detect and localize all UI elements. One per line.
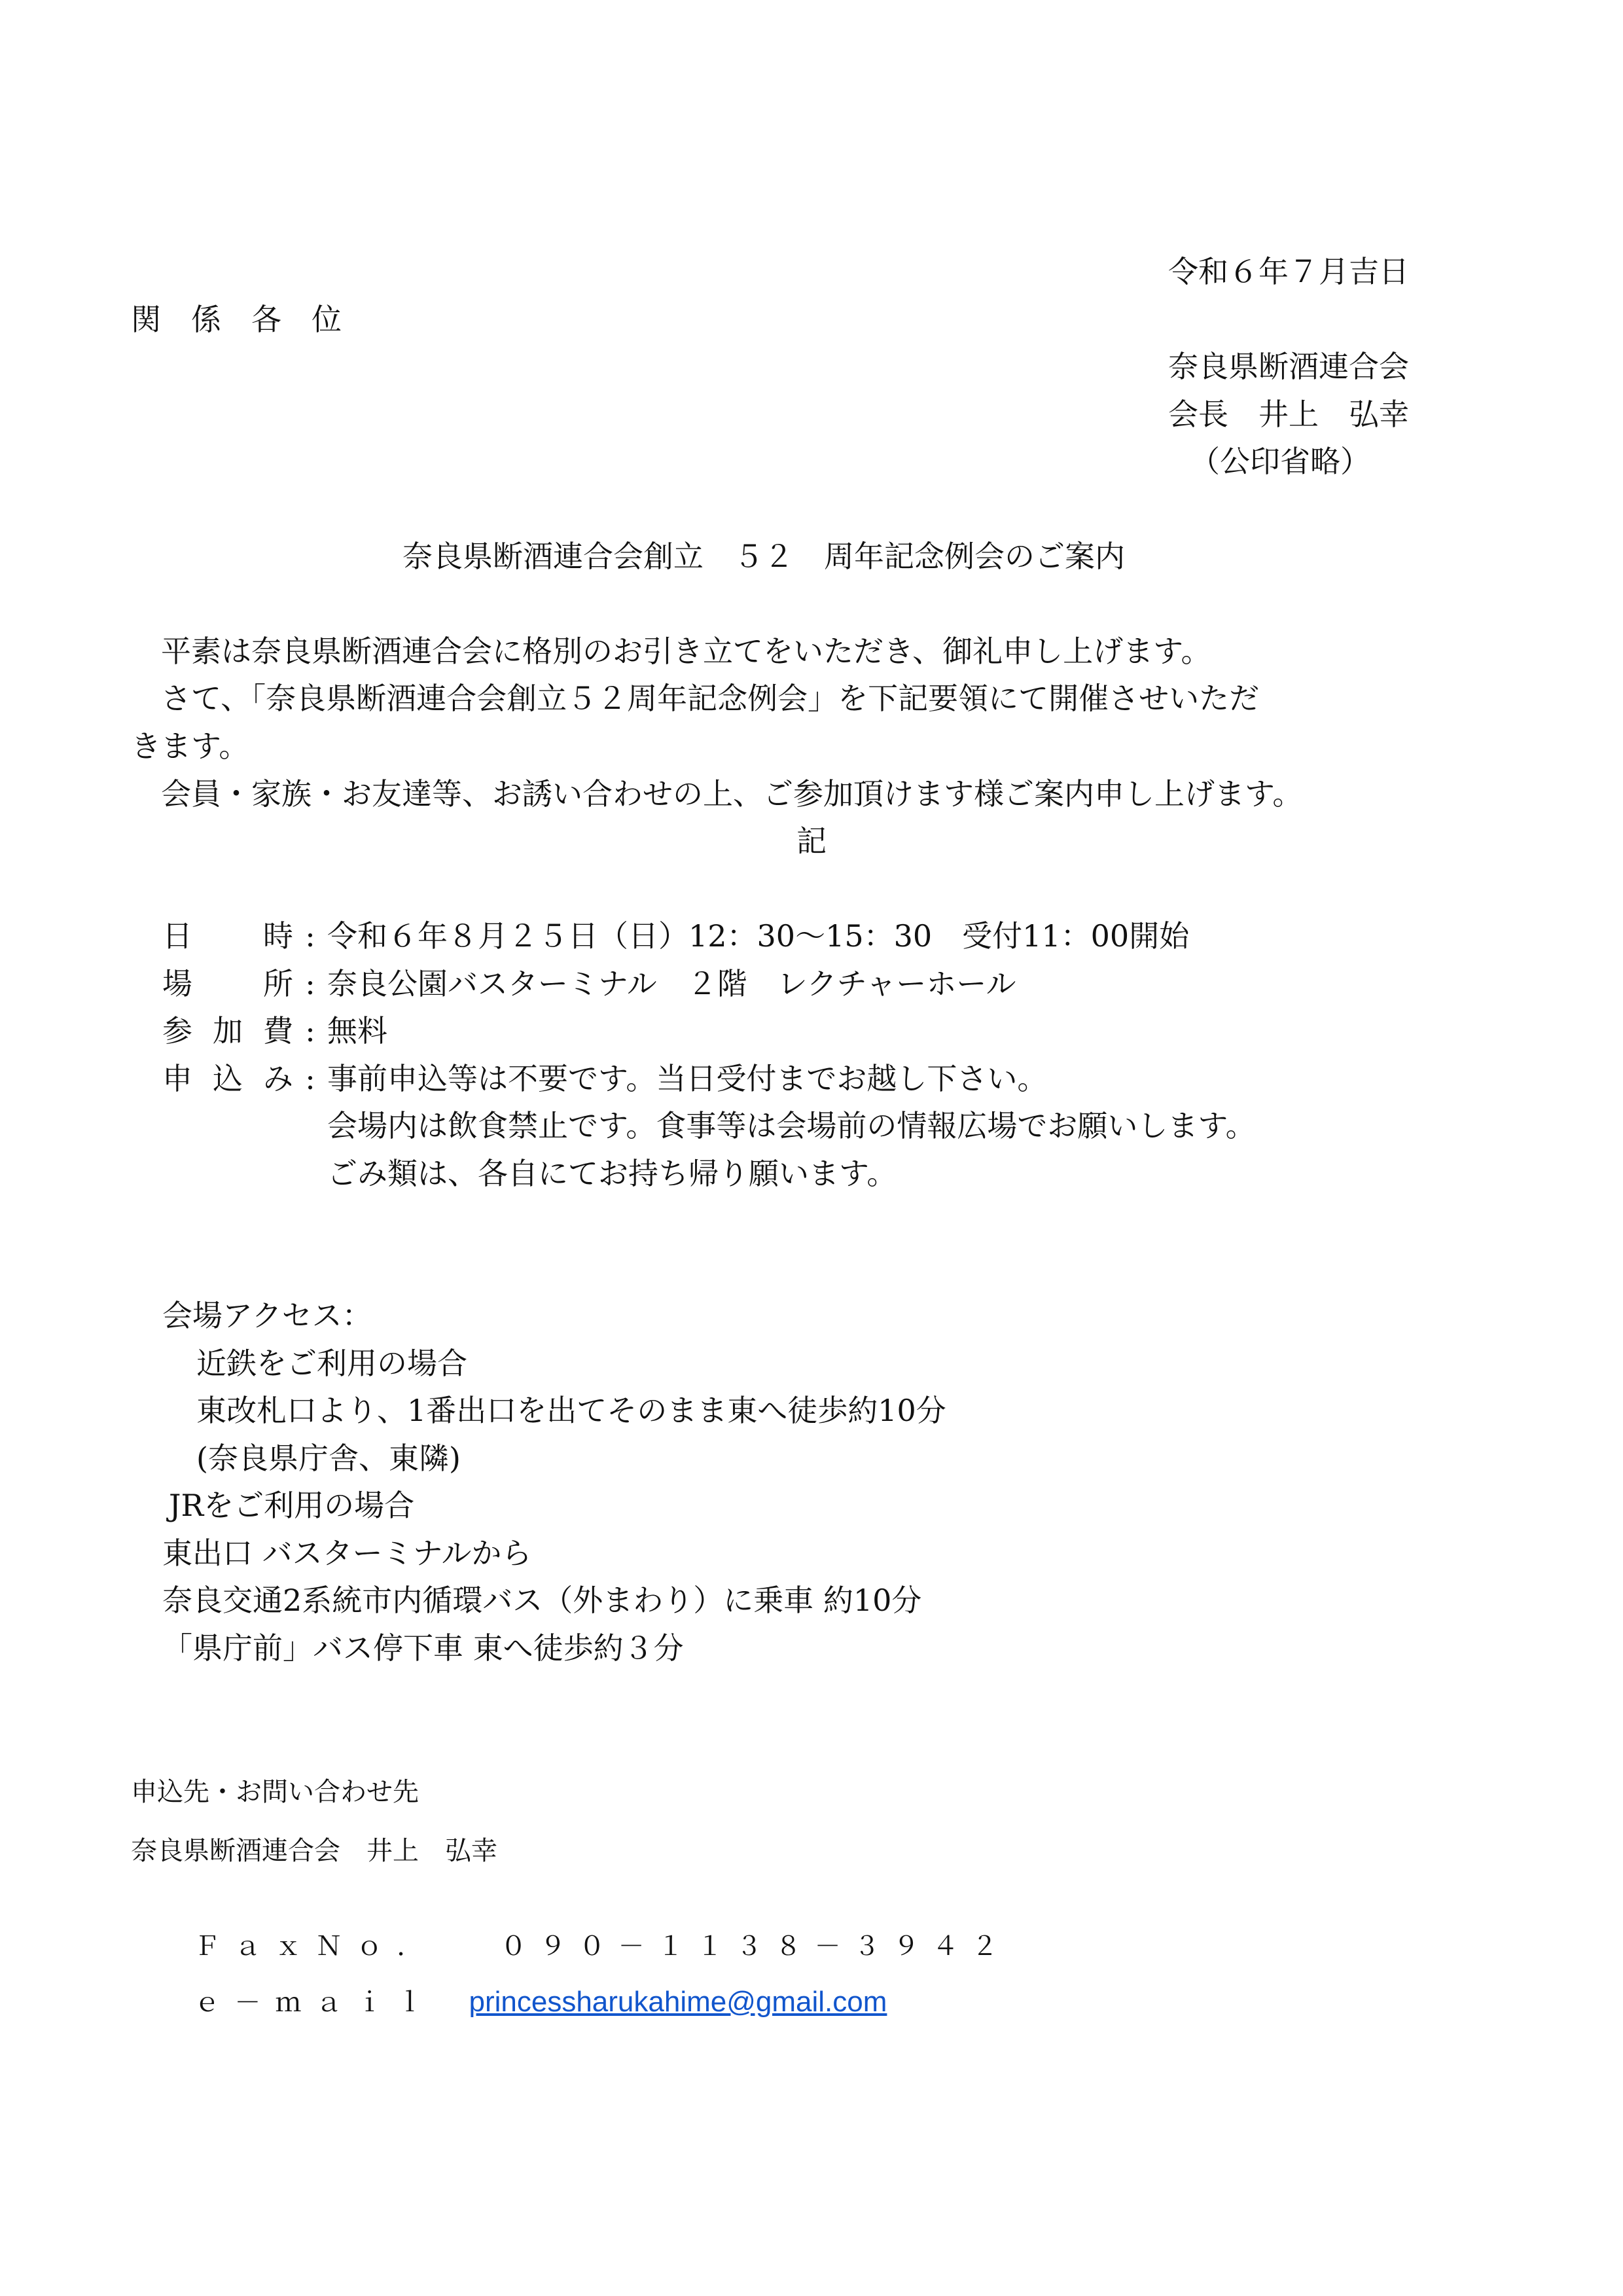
access-heading: 会場アクセス：: [162, 1298, 372, 1333]
detail-datetime-value: 令和６年８月２５日（日）12：30～15：30 受付11：00開始: [327, 918, 1190, 954]
fax-number: ０９０－１１３８－３９４２: [500, 1931, 1011, 1962]
body-paragraph-1: 平素は奈良県断酒連合会に格別のお引き立てをいただき、御礼申し上げます。: [131, 634, 1211, 669]
fax-label: ＦａｘＮｏ．: [194, 1931, 438, 1962]
contact-email: [131, 1947, 887, 2058]
detail-colon: :: [305, 918, 315, 954]
detail-colon: :: [305, 1061, 315, 1096]
sender-name: 会長 井上 弘幸: [1168, 397, 1409, 432]
access-jr-4: 「県庁前」バス停下車 東へ徒歩約３分: [162, 1630, 684, 1666]
detail-venue-label: 場 所: [162, 966, 293, 1001]
document-title: 奈良県断酒連合会創立 ５２ 周年記念例会のご案内: [402, 539, 1125, 574]
body-paragraph-2-line-2: きます。: [131, 728, 249, 764]
detail-venue: [162, 964, 1016, 1003]
body-paragraph-2-line-1: さて、「奈良県断酒連合会創立５２周年記念例会」を下記要領にて開催させいただ: [131, 681, 1260, 716]
access-kintetsu-3: (奈良県庁舎、東隣): [196, 1441, 461, 1476]
detail-apply-value-1: 事前申込等は不要です。当日受付までお越し下さい。: [327, 1061, 1048, 1096]
email-link[interactable]: princessharukahime@gmail.com: [469, 1986, 887, 2018]
seal-note: （公印省略）: [1190, 444, 1370, 479]
detail-apply-value-2: 会場内は飲食禁止です。食事等は会場前の情報広場でお願いします。: [327, 1108, 1256, 1143]
detail-fee: [162, 1011, 387, 1050]
access-jr-2: 東出口 バスターミナルから: [162, 1535, 532, 1571]
recipient: 関 係 各 位: [131, 302, 342, 337]
detail-apply-value-3: ごみ類は、各自にてお持ち帰り願います。: [327, 1156, 897, 1191]
detail-colon: :: [305, 1013, 315, 1049]
email-label: ｅ－ｍａｉｌ: [194, 1988, 438, 2018]
ki-heading: 記: [796, 823, 827, 859]
detail-fee-label: 参加費: [162, 1013, 293, 1049]
detail-venue-value: 奈良公園バスターミナル ２階 レクチャーホール: [327, 966, 1016, 1001]
detail-apply: [162, 1059, 1047, 1098]
detail-apply-label: 申込み: [162, 1061, 293, 1096]
detail-colon: :: [305, 966, 315, 1001]
contact-org-name: 奈良県断酒連合会 井上 弘幸: [131, 1836, 497, 1866]
sender-organization: 奈良県断酒連合会: [1168, 349, 1409, 384]
access-kintetsu-1: 近鉄をご利用の場合: [196, 1346, 467, 1381]
document-date: 令和６年７月吉日: [1168, 254, 1409, 289]
access-jr-1: JRをご利用の場合: [169, 1488, 415, 1523]
access-kintetsu-2: 東改札口より、1番出口を出てそのまま東へ徒歩約10分: [196, 1393, 946, 1428]
access-jr-3: 奈良交通2系統市内循環バス（外まわり）に乗車 約10分: [162, 1583, 922, 1618]
body-paragraph-3: 会員・家族・お友達等、お誘い合わせの上、ご参加頂けます様ご案内申し上げます。: [131, 776, 1303, 812]
detail-datetime-label: 日 時: [162, 918, 293, 954]
detail-fee-value: 無料: [327, 1013, 387, 1049]
contact-heading: 申込先・お問い合わせ先: [131, 1777, 419, 1807]
detail-datetime: [162, 916, 1189, 956]
